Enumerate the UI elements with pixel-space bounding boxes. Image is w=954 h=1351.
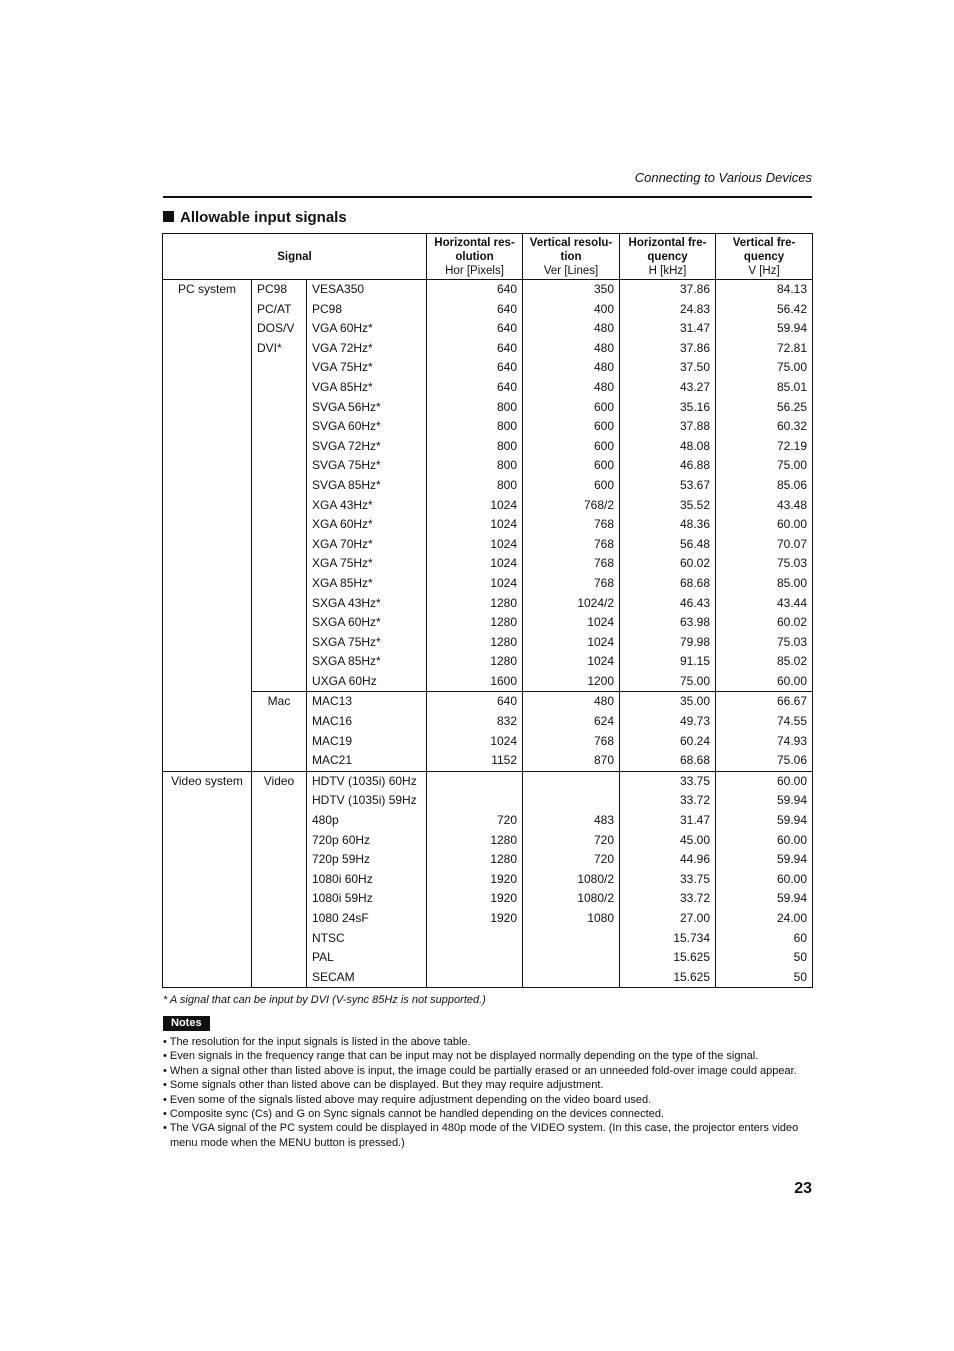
ver-freq-value: 85.06 <box>777 477 808 492</box>
note-item: • The VGA signal of the PC system could be displayed in 480p mode of the VIDEO system. (In this case, the projector enters video menu mode when the MENU button is pressed.) <box>163 1121 813 1150</box>
ver-freq-value: 43.48 <box>777 497 808 512</box>
ver-res-title2: tion <box>560 250 582 263</box>
signal-name: XGA 60Hz* <box>312 517 373 532</box>
signal-cell <box>307 771 427 988</box>
ver-freq-value: 60.32 <box>777 419 808 434</box>
hor-res-value: 800 <box>497 458 518 473</box>
ver-res-value: 1080/2 <box>577 891 615 906</box>
ver-res-value: 400 <box>594 301 615 316</box>
ver-res-value: 1024 <box>587 634 615 649</box>
hor-res-value: 640 <box>497 340 518 355</box>
ver-freq-title2: quency <box>743 250 785 263</box>
ver-res-value: 480 <box>594 340 615 355</box>
ver-freq-value: 50 <box>793 969 808 984</box>
ver-res-value: 1024/2 <box>577 595 615 610</box>
hor-res-value: 1024 <box>490 517 518 532</box>
hor-res-value: 640 <box>497 321 518 336</box>
hor-freq-value: 63.98 <box>680 615 711 630</box>
hor-res-value <box>427 968 522 988</box>
system-cell-video <box>163 771 252 988</box>
hor-res-value <box>427 929 522 949</box>
hor-freq-value: 68.68 <box>680 753 711 768</box>
hor-res-value: 832 <box>497 714 518 729</box>
hor-res-value: 640 <box>497 694 518 709</box>
signal-name: SXGA 60Hz* <box>312 615 381 630</box>
hor-res-value: 1280 <box>490 852 518 867</box>
hor-res-value: 800 <box>497 438 518 453</box>
hor-freq-value: 45.00 <box>680 832 711 847</box>
ver-freq-value: 72.19 <box>777 438 808 453</box>
hor-freq-cell <box>620 280 716 692</box>
signal-name: SECAM <box>312 969 355 984</box>
hor-freq-unit: H [kHz] <box>648 264 687 277</box>
signal-name: PC98 <box>312 301 343 316</box>
ver-res-value: 480 <box>594 360 615 375</box>
ver-freq-value: 70.07 <box>777 536 808 551</box>
hor-res-value: 640 <box>497 379 518 394</box>
system-cell-pc <box>163 280 252 772</box>
signal-name: HDTV (1035i) 59Hz <box>312 793 417 808</box>
table-row-group-mac <box>163 692 813 771</box>
hor-res-value: 1280 <box>490 595 518 610</box>
signal-name: SVGA 60Hz* <box>312 419 381 434</box>
hor-freq-value: 35.52 <box>680 497 711 512</box>
ver-freq-cell <box>716 771 813 988</box>
hor-freq-value: 53.67 <box>680 477 711 492</box>
ver-res-value: 480 <box>594 379 615 394</box>
ver-freq-value: 72.81 <box>777 340 808 355</box>
signal-name: SVGA 75Hz* <box>312 458 381 473</box>
ver-freq-value: 85.02 <box>777 654 808 669</box>
signal-header: Signal <box>163 234 427 280</box>
note-item: • Composite sync (Cs) and G on Sync signals cannot be handled depending on the devices connected. <box>163 1107 813 1121</box>
ver-res-value: 1024 <box>587 615 615 630</box>
ver-res-value: 624 <box>594 714 615 729</box>
signal-name: XGA 75Hz* <box>312 556 373 571</box>
signal-name: 720p 60Hz <box>312 832 371 847</box>
hor-freq-value: 37.88 <box>680 419 711 434</box>
hor-res-value: 640 <box>497 301 518 316</box>
ver-res-value: 720 <box>594 852 615 867</box>
ver-freq-value: 85.00 <box>777 575 808 590</box>
system-label: PC system <box>177 282 236 296</box>
ver-res-title1: Vertical resolu- <box>529 236 613 249</box>
ver-res-value <box>523 948 619 968</box>
hor-freq-value: 44.96 <box>680 852 711 867</box>
ver-res-value: 870 <box>594 753 615 768</box>
ver-freq-value: 59.94 <box>777 321 808 336</box>
signal-name: HDTV (1035i) 60Hz <box>312 773 417 788</box>
ver-freq-cell <box>716 280 813 692</box>
hor-res-cell <box>427 692 523 771</box>
hor-freq-value: 48.36 <box>680 517 711 532</box>
ver-freq-value: 60.00 <box>777 871 808 886</box>
ver-freq-value: 75.06 <box>777 753 808 768</box>
signal-name: VGA 85Hz* <box>312 379 373 394</box>
signal-cell <box>307 692 427 771</box>
hor-freq-value: 79.98 <box>680 634 711 649</box>
hor-res-value: 640 <box>497 282 518 296</box>
header-rule <box>163 196 812 198</box>
ver-res-value: 600 <box>594 399 615 414</box>
signal-name: VGA 60Hz* <box>312 321 373 336</box>
ver-res-value: 768 <box>594 536 615 551</box>
hor-freq-value: 60.24 <box>680 733 711 748</box>
hor-freq-value: 31.47 <box>680 321 711 336</box>
hor-res-value: 800 <box>497 419 518 434</box>
table-header-row <box>163 234 813 280</box>
subsystem-cell <box>252 280 307 692</box>
hor-freq-value: 15.734 <box>673 930 711 945</box>
section-title-text: Allowable input signals <box>180 209 347 226</box>
ver-res-value <box>523 929 619 949</box>
hor-res-value: 1024 <box>490 536 518 551</box>
signal-name: PAL <box>312 950 334 965</box>
hor-res-value: 1280 <box>490 615 518 630</box>
ver-res-value <box>523 791 619 811</box>
hor-freq-value: 60.02 <box>680 556 711 571</box>
hor-res-cell <box>427 771 523 988</box>
hor-res-value: 1280 <box>490 654 518 669</box>
ver-freq-value: 84.13 <box>777 282 808 296</box>
hor-res-value <box>427 948 522 968</box>
signal-name: VESA350 <box>312 282 365 296</box>
ver-res-value: 600 <box>594 438 615 453</box>
ver-res-value: 768 <box>594 517 615 532</box>
subsystem-label: DOS/V <box>257 321 295 336</box>
ver-freq-value: 50 <box>793 950 808 965</box>
hor-freq-value: 33.72 <box>680 891 711 906</box>
hor-freq-value: 27.00 <box>680 911 711 925</box>
hor-res-header <box>427 234 523 280</box>
hor-freq-value: 37.86 <box>680 340 711 355</box>
signal-name: SVGA 72Hz* <box>312 438 381 453</box>
ver-res-value: 483 <box>594 813 615 828</box>
hor-res-value: 1920 <box>490 911 518 925</box>
ver-res-value: 1080 <box>587 911 615 925</box>
ver-freq-value: 60 <box>793 930 808 945</box>
notes-list <box>163 1035 813 1150</box>
signal-name: NTSC <box>312 930 345 945</box>
signal-name: 1080i 60Hz <box>312 871 373 886</box>
signal-name: VGA 72Hz* <box>312 340 373 355</box>
ver-freq-value: 24.00 <box>777 911 808 925</box>
signal-name: XGA 70Hz* <box>312 536 373 551</box>
hor-freq-value: 49.73 <box>680 714 711 729</box>
note-item: • Some signals other than listed above can be displayed. But they may require adjustment. <box>163 1078 813 1092</box>
page-number: 23 <box>794 1180 812 1197</box>
ver-res-value: 768 <box>594 556 615 571</box>
hor-freq-cell <box>620 692 716 771</box>
ver-res-value: 600 <box>594 458 615 473</box>
subsystem-cell <box>252 771 307 988</box>
ver-res-unit: Ver [Lines] <box>543 264 599 277</box>
hor-res-value: 1152 <box>491 753 518 768</box>
ver-res-value: 768/2 <box>584 497 615 512</box>
ver-freq-value: 59.94 <box>777 813 808 828</box>
ver-res-value: 720 <box>594 832 615 847</box>
ver-freq-value: 60.00 <box>777 773 808 788</box>
ver-res-value: 1200 <box>587 673 615 688</box>
notes-label: Notes <box>163 1016 210 1031</box>
hor-res-value: 1600 <box>490 673 518 688</box>
hor-freq-value: 24.83 <box>680 301 711 316</box>
ver-freq-cell <box>716 692 813 771</box>
hor-freq-value: 37.86 <box>680 282 711 296</box>
hor-freq-value: 33.72 <box>680 793 711 808</box>
hor-res-value <box>427 791 522 811</box>
ver-freq-value: 43.44 <box>777 595 808 610</box>
signal-name: XGA 43Hz* <box>312 497 373 512</box>
signal-name: SXGA 43Hz* <box>312 595 381 610</box>
hor-res-title1: Horizontal res- <box>434 236 515 249</box>
ver-res-value: 350 <box>594 282 615 296</box>
hor-freq-value: 31.47 <box>680 813 711 828</box>
ver-freq-value: 66.67 <box>777 694 808 709</box>
hor-res-unit: Hor [Pixels] <box>445 264 504 277</box>
square-bullet-icon <box>163 211 174 222</box>
hor-freq-value: 56.48 <box>680 536 711 551</box>
signal-name: 480p <box>312 813 339 828</box>
hor-freq-value: 46.88 <box>680 458 711 473</box>
signal-name: SVGA 56Hz* <box>312 399 381 414</box>
hor-res-title2: olution <box>455 250 494 263</box>
signal-name: VGA 75Hz* <box>312 360 373 375</box>
signal-name: MAC16 <box>312 714 353 729</box>
note-item: • Even signals in the frequency range that can be input may not be displayed normally depending on the type of the signal. <box>163 1049 813 1063</box>
ver-freq-value: 59.94 <box>777 852 808 867</box>
signal-name: 720p 59Hz <box>312 852 371 867</box>
ver-res-value: 768 <box>594 575 615 590</box>
ver-freq-value: 60.00 <box>777 832 808 847</box>
ver-res-value: 768 <box>594 733 615 748</box>
subsystem-cell <box>252 692 307 771</box>
signal-name: 1080i 59Hz <box>312 891 373 906</box>
hor-res-cell <box>427 280 523 692</box>
ver-res-value: 480 <box>594 321 615 336</box>
ver-res-value: 1024 <box>587 654 615 669</box>
hor-res-value: 720 <box>497 813 518 828</box>
ver-res-cell <box>523 280 620 692</box>
ver-freq-value: 75.03 <box>777 556 808 571</box>
hor-freq-value: 15.625 <box>673 969 711 984</box>
table-footnote: * A signal that can be input by DVI (V-sync 85Hz is not supported.) <box>163 994 486 1006</box>
hor-freq-value: 37.50 <box>680 360 711 375</box>
hor-freq-value: 46.43 <box>680 595 711 610</box>
hor-freq-value: 33.75 <box>680 871 711 886</box>
hor-res-value: 1280 <box>490 634 518 649</box>
hor-res-value: 1024 <box>490 575 518 590</box>
ver-res-cell <box>523 771 620 988</box>
ver-freq-value: 59.94 <box>777 793 808 808</box>
system-label: Video system <box>171 773 243 788</box>
ver-freq-value: 75.00 <box>777 458 808 473</box>
note-item: • Even some of the signals listed above may require adjustment depending on the video board used. <box>163 1093 813 1107</box>
signal-name: UXGA 60Hz <box>312 673 377 688</box>
hor-freq-title1: Horizontal fre- <box>628 236 707 249</box>
ver-res-value: 1080/2 <box>577 871 615 886</box>
hor-res-value: 1280 <box>490 832 518 847</box>
signal-name: SXGA 75Hz* <box>312 634 381 649</box>
ver-freq-value: 75.00 <box>777 360 808 375</box>
hor-res-value <box>427 772 522 792</box>
ver-freq-title1: Vertical fre- <box>732 236 796 249</box>
ver-freq-value: 60.00 <box>777 673 808 688</box>
ver-freq-value: 74.93 <box>777 733 808 748</box>
ver-res-value <box>523 968 619 988</box>
subsystem-label: PC/AT <box>257 301 292 316</box>
ver-res-header <box>523 234 620 280</box>
hor-res-value: 1024 <box>490 733 518 748</box>
table-row-group-pc <box>163 280 813 692</box>
input-signals-table <box>162 233 813 988</box>
hor-res-value: 800 <box>497 477 518 492</box>
hor-freq-value: 68.68 <box>680 575 711 590</box>
signal-name: MAC21 <box>312 753 353 768</box>
hor-freq-value: 48.08 <box>680 438 711 453</box>
hor-freq-title2: quency <box>647 250 688 263</box>
ver-freq-value: 60.00 <box>777 517 808 532</box>
hor-freq-value: 75.00 <box>680 673 711 688</box>
ver-res-value: 600 <box>594 477 615 492</box>
running-header: Connecting to Various Devices <box>634 170 812 185</box>
subsystem-label: Video <box>263 773 295 788</box>
hor-freq-value: 33.75 <box>680 773 711 788</box>
signal-name: MAC13 <box>312 694 353 709</box>
hor-res-value: 1024 <box>490 556 518 571</box>
ver-freq-value: 56.42 <box>777 301 808 316</box>
subsystem-label: DVI* <box>257 340 282 355</box>
ver-freq-value: 74.55 <box>777 714 808 729</box>
signal-name: 1080 24sF <box>312 911 369 925</box>
ver-freq-value: 60.02 <box>777 615 808 630</box>
hor-freq-value: 35.00 <box>680 694 711 709</box>
ver-res-value: 600 <box>594 419 615 434</box>
hor-res-value: 1920 <box>490 891 518 906</box>
signal-name: SXGA 85Hz* <box>312 654 381 669</box>
note-item: • The resolution for the input signals is listed in the above table. <box>163 1035 813 1049</box>
ver-res-cell <box>523 692 620 771</box>
ver-freq-value: 56.25 <box>777 399 808 414</box>
hor-freq-header <box>620 234 716 280</box>
hor-freq-value: 35.16 <box>680 399 711 414</box>
ver-freq-value: 59.94 <box>777 891 808 906</box>
hor-freq-cell <box>620 771 716 988</box>
subsystem-label: Mac <box>267 694 291 709</box>
hor-freq-value: 91.15 <box>680 654 711 669</box>
hor-res-value: 1024 <box>490 497 518 512</box>
hor-res-value: 800 <box>497 399 518 414</box>
table-row-group-video <box>163 771 813 988</box>
hor-res-value: 1920 <box>490 871 518 886</box>
subsystem-label: PC98 <box>257 282 288 296</box>
ver-res-value: 480 <box>594 694 615 709</box>
note-item: • When a signal other than listed above is input, the image could be partially erased or an unneeded fold-over image could appear. <box>163 1064 813 1078</box>
ver-freq-value: 75.03 <box>777 634 808 649</box>
hor-res-value: 640 <box>497 360 518 375</box>
signal-cell <box>307 280 427 692</box>
signal-name: SVGA 85Hz* <box>312 477 381 492</box>
ver-res-value <box>523 772 619 792</box>
hor-freq-value: 15.625 <box>673 950 711 965</box>
section-title <box>163 209 347 226</box>
signal-name: XGA 85Hz* <box>312 575 373 590</box>
ver-freq-header <box>716 234 813 280</box>
signal-name: MAC19 <box>312 733 353 748</box>
hor-freq-value: 43.27 <box>680 379 711 394</box>
ver-freq-unit: V [Hz] <box>748 264 780 277</box>
ver-freq-value: 85.01 <box>777 379 808 394</box>
